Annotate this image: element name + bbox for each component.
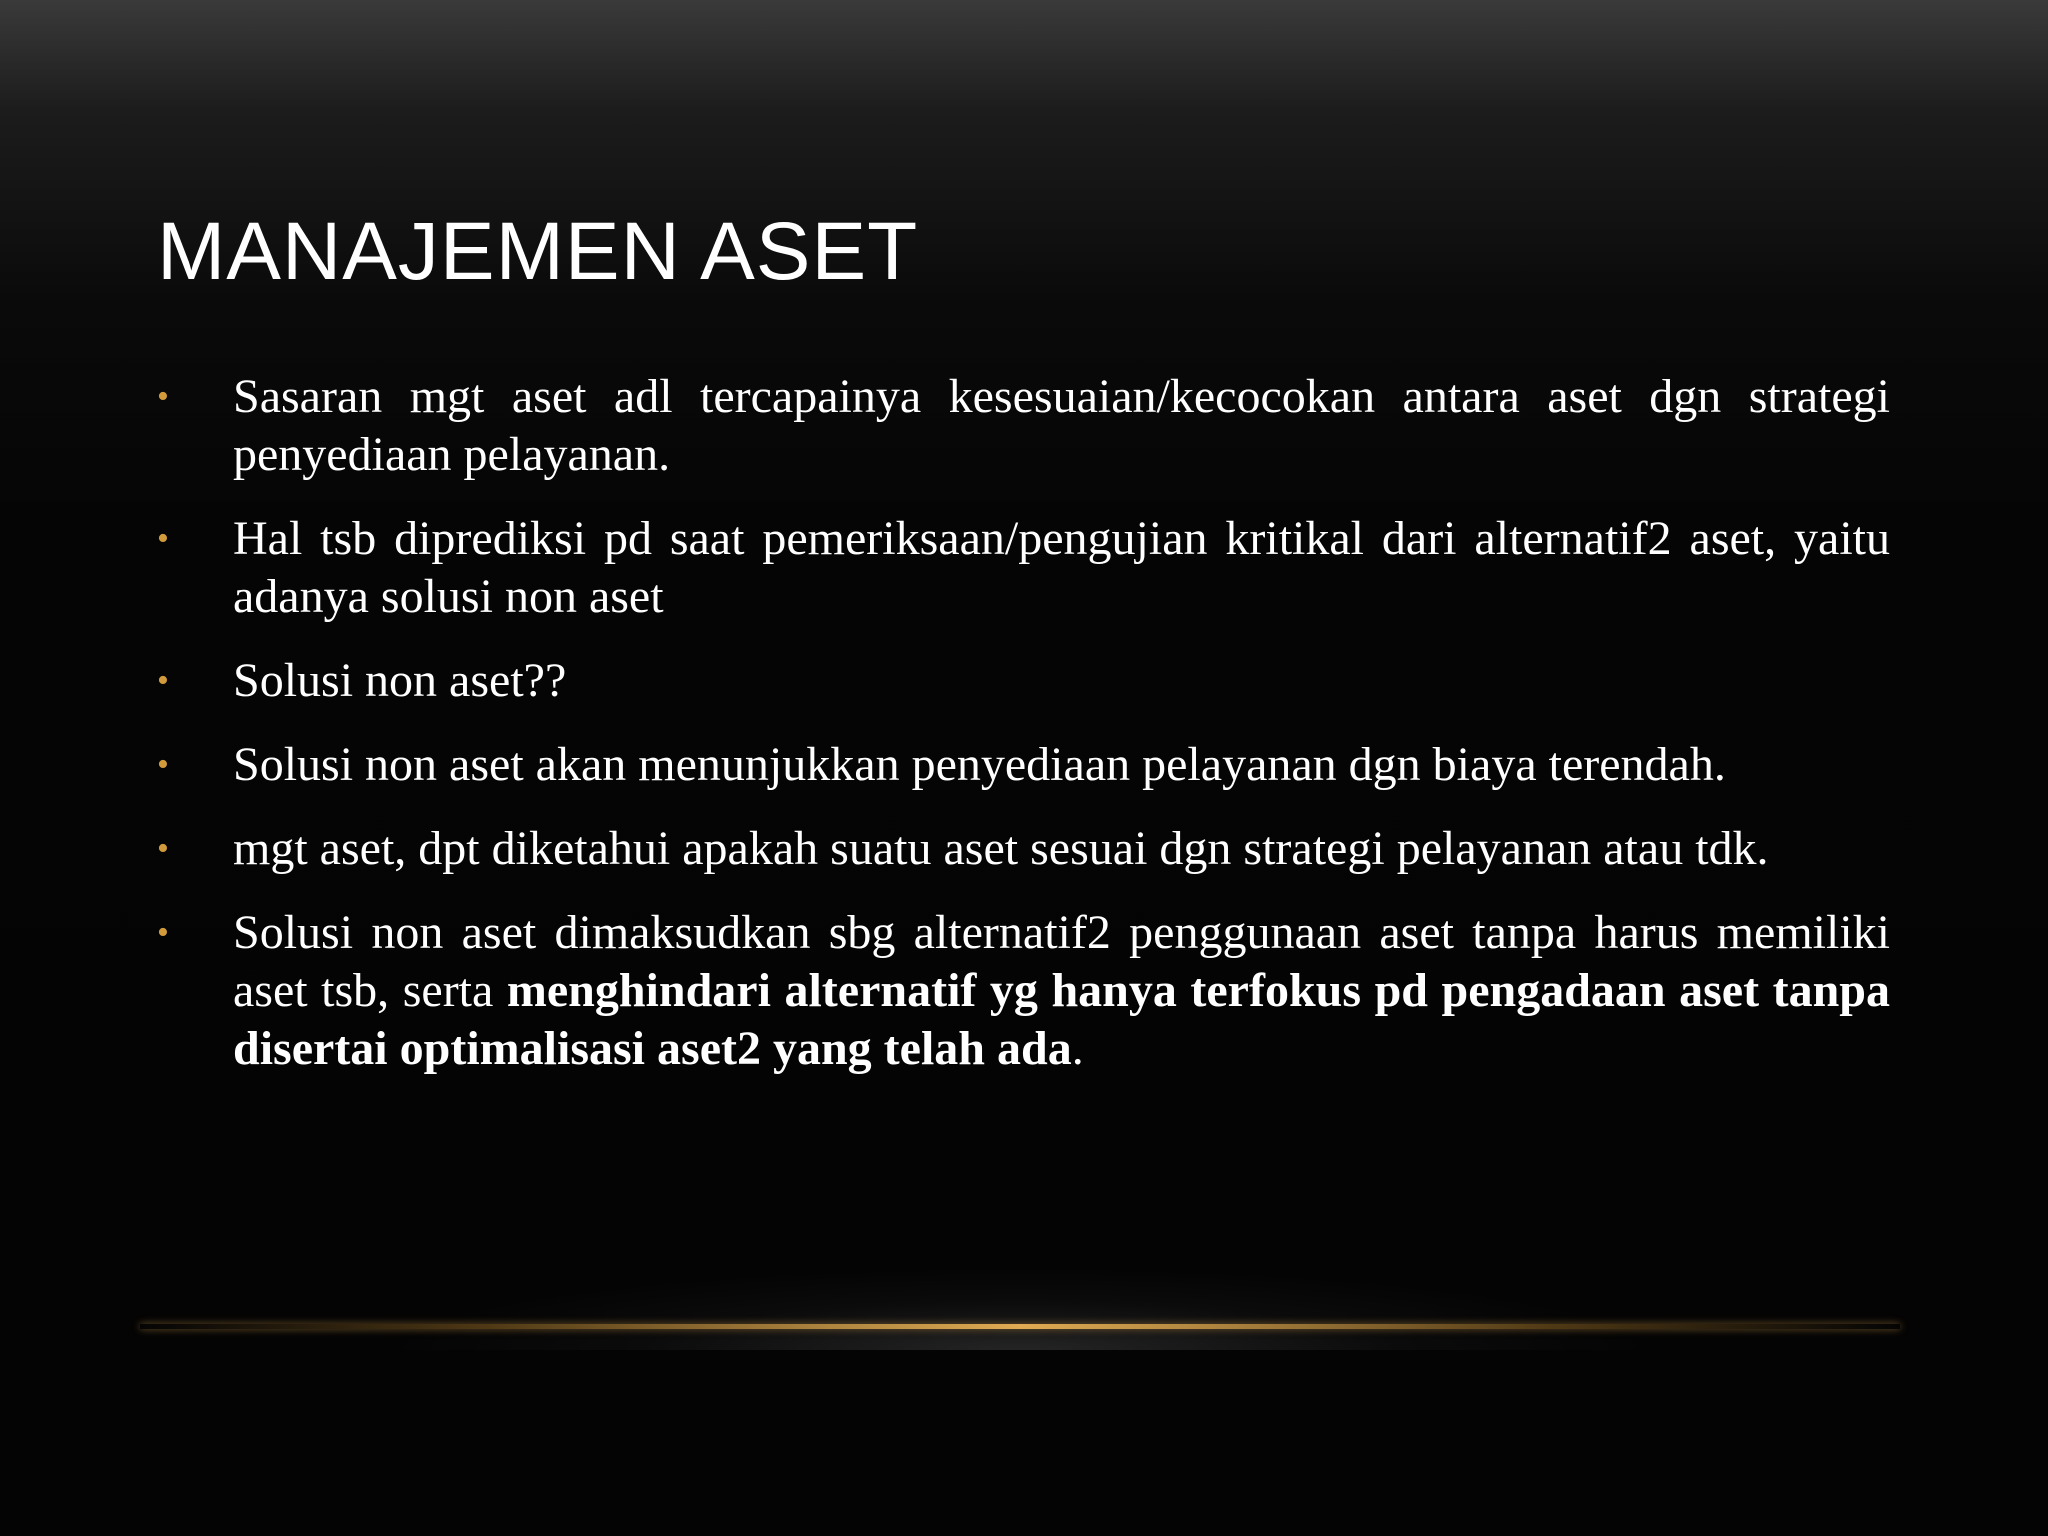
bullet-text-bold: menghindari alternatif yg hanya terfokus pd pengadaan aset tanpa disertai optimalisasi aset2 yang telah ada	[233, 964, 1891, 1075]
bullet-icon: •	[157, 378, 169, 415]
bullet-text: Sasaran mgt aset adl tercapainya kesesuaian/kecocokan antara aset dgn strategi penyediaan pelayanan.	[233, 370, 1890, 481]
bullet-text: Hal tsb diprediksi pd saat pemeriksaan/pengujian kritikal dari alternatif2 aset, yaitu adanya solusi non aset	[233, 512, 1890, 623]
bullet-icon: •	[157, 662, 169, 699]
bullet-list	[157, 368, 1890, 1104]
gold-accent-line	[140, 1324, 1900, 1329]
bullet-item-3	[157, 652, 1890, 710]
bullet-item-1	[157, 368, 1890, 484]
bottom-glow	[180, 1170, 1860, 1350]
bullet-icon: •	[157, 746, 169, 783]
bullet-item-5	[157, 820, 1890, 878]
bullet-item-4	[157, 736, 1890, 794]
bullet-icon: •	[157, 520, 169, 557]
bullet-item-2	[157, 510, 1890, 626]
bullet-text-end: .	[1071, 1022, 1084, 1075]
bullet-text: Solusi non aset akan menunjukkan penyediaan pelayanan dgn biaya terendah.	[233, 738, 1726, 791]
bullet-text-regular: Solusi non aset dimaksudkan sbg alternatif2 penggunaan aset tanpa harus memiliki aset tsb, serta	[233, 906, 1890, 1017]
slide-title: MANAJEMEN ASET	[157, 206, 919, 297]
bullet-text: mgt aset, dpt diketahui apakah suatu aset sesuai dgn strategi pelayanan atau tdk.	[233, 822, 1769, 875]
bullet-item-6	[157, 904, 1890, 1078]
bullet-icon: •	[157, 830, 169, 867]
bullet-text: Solusi non aset??	[233, 654, 567, 707]
bullet-icon: •	[157, 914, 169, 951]
